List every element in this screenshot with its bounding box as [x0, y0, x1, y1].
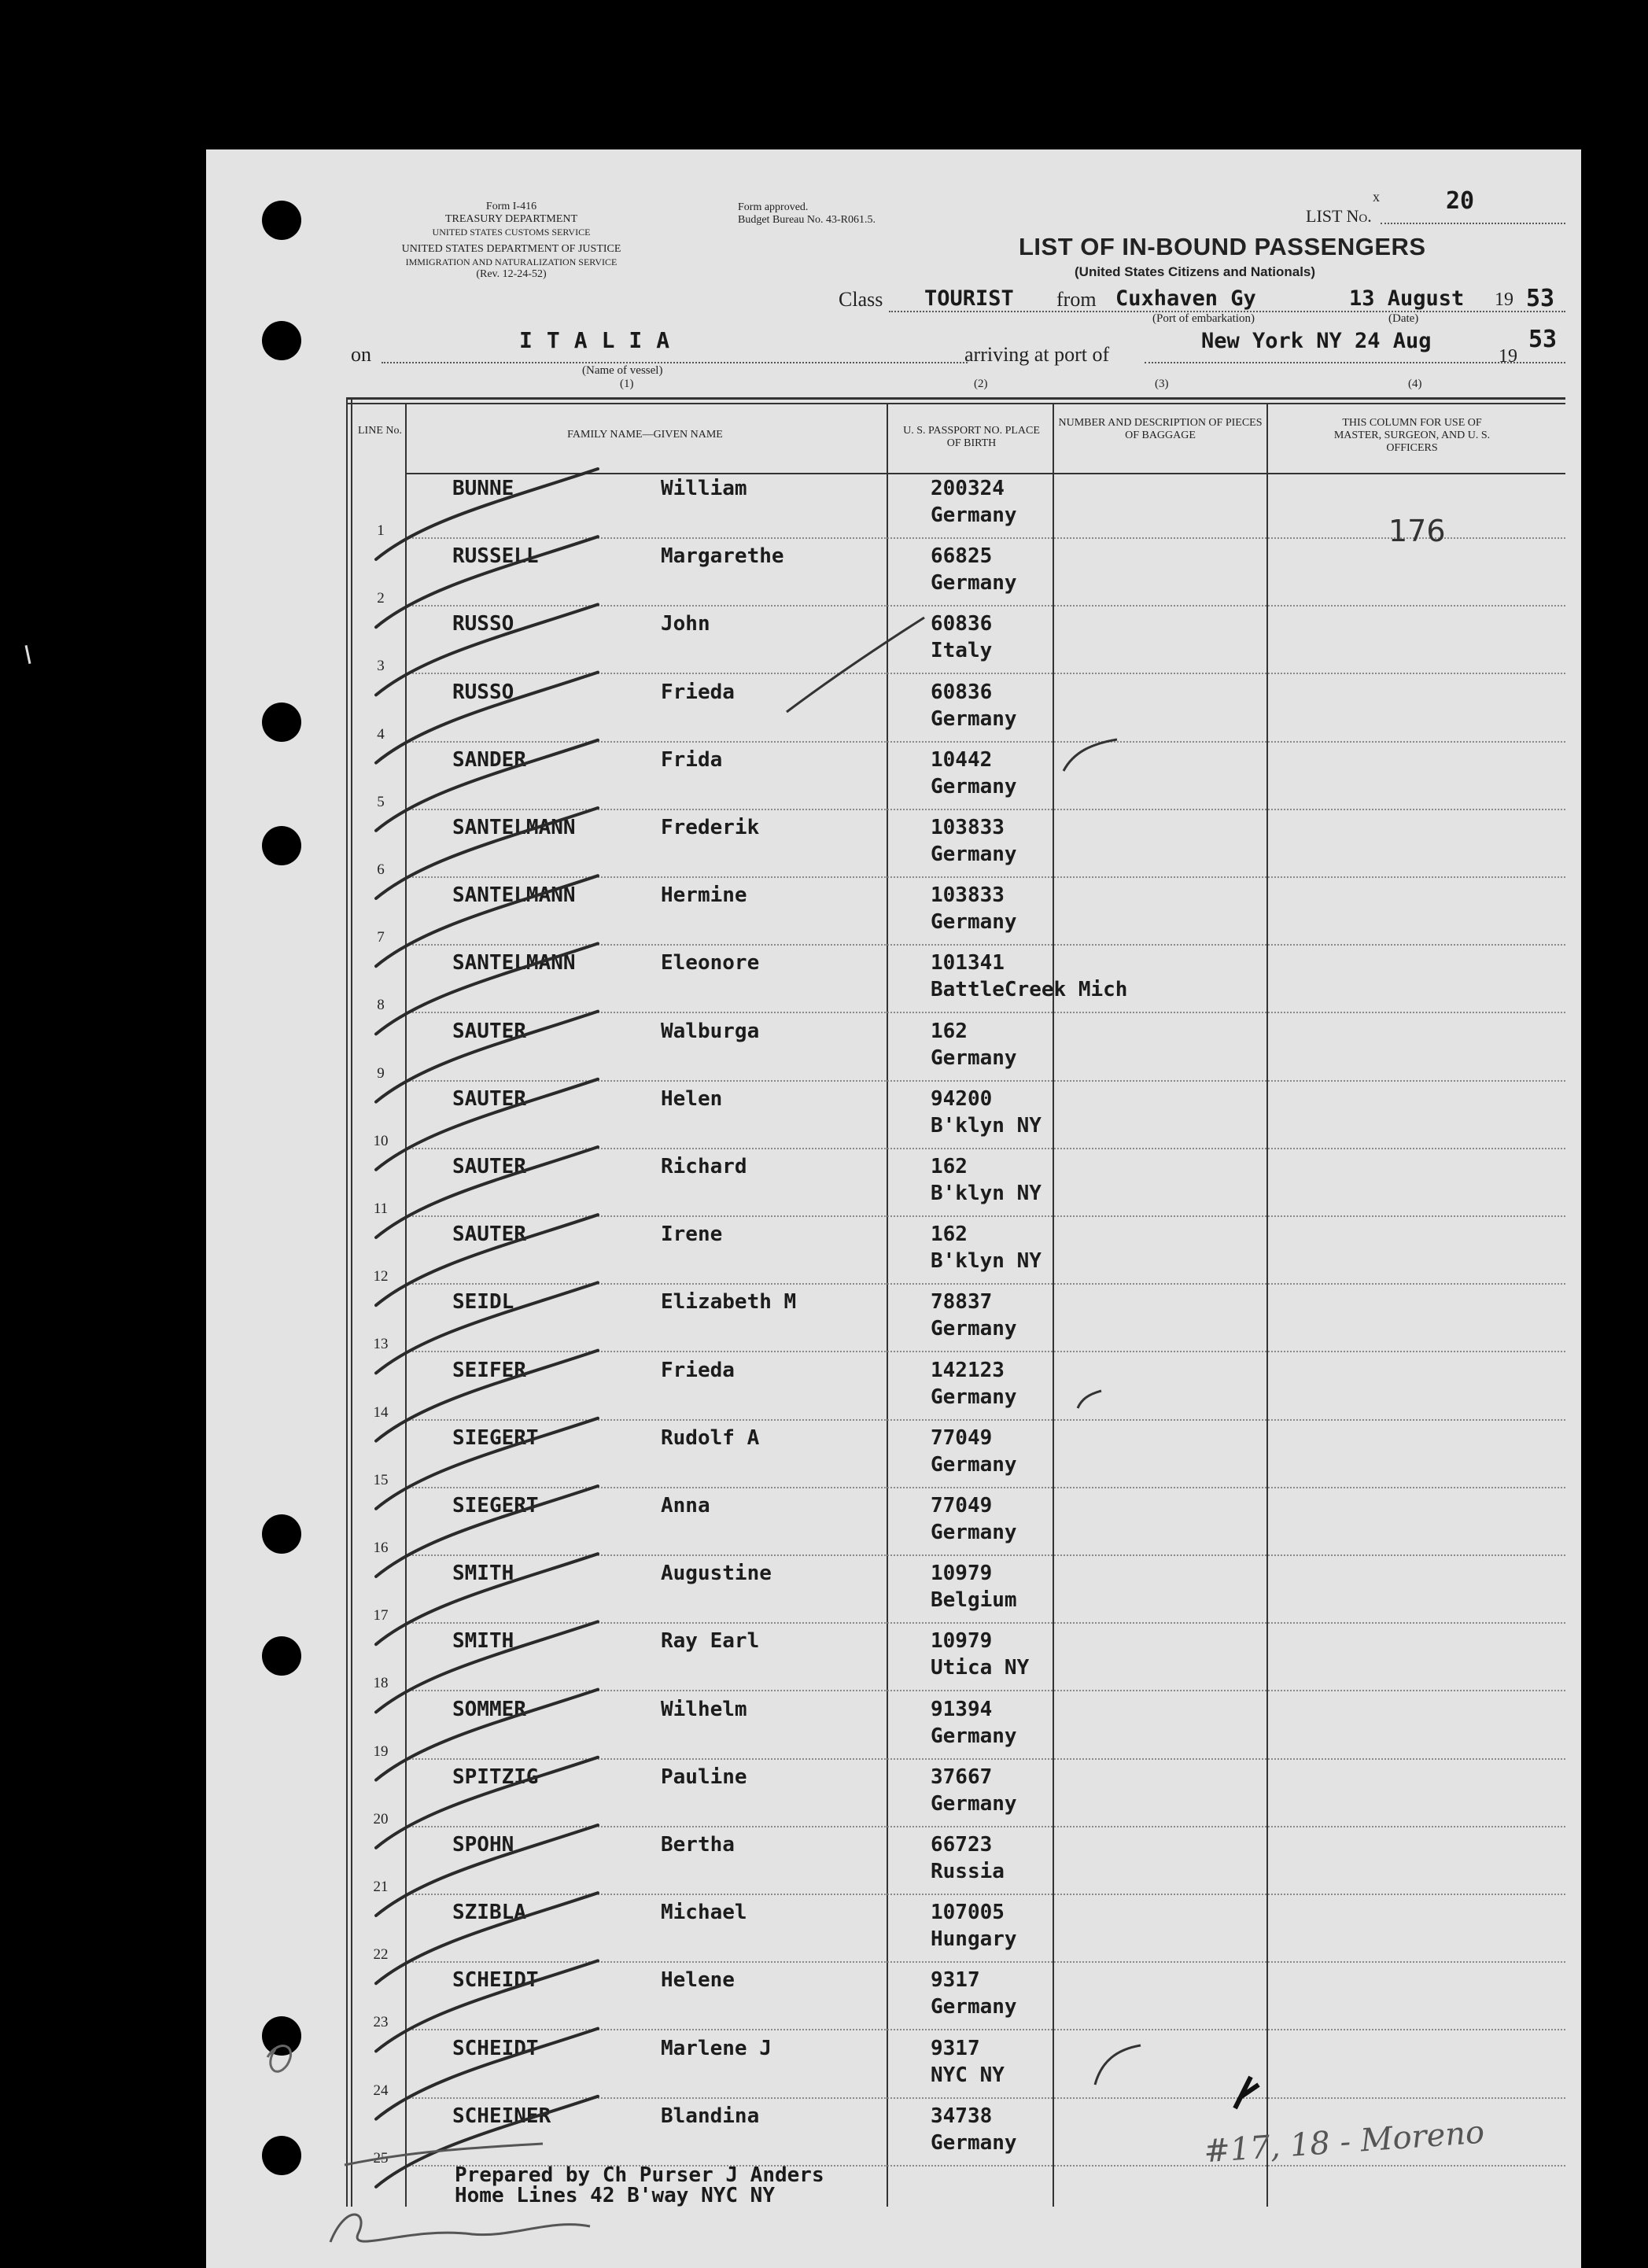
arr-year: 53	[1528, 326, 1558, 353]
row-divider	[407, 2097, 1565, 2099]
date-caption: (Date)	[1388, 312, 1419, 325]
given-name: Richard	[661, 1155, 747, 1178]
embark-caption: (Port of embarkation)	[1152, 312, 1255, 325]
family-name: SMITH	[452, 1629, 514, 1654]
place-of-birth: Germany	[931, 503, 1017, 527]
given-name: Irene	[661, 1223, 723, 1247]
customs-service: UNITED STATES CUSTOMS SERVICE	[432, 227, 591, 238]
place-of-birth: Germany	[931, 1385, 1017, 1409]
given-name: Frederik	[661, 816, 760, 839]
place-of-birth: Germany	[931, 843, 1017, 866]
family-name: RUSSELL	[452, 544, 539, 569]
passport-number: 162	[931, 1155, 968, 1178]
family-name: SOMMER	[452, 1697, 526, 1721]
row-divider	[407, 1351, 1565, 1352]
given-name: Frieda	[661, 1358, 735, 1382]
passport-number: 37667	[931, 1765, 993, 1789]
home-lines: Home Lines 42 B'way NYC NY	[455, 2184, 775, 2207]
given-name: John	[661, 612, 710, 636]
passport-number: 103833	[931, 816, 1005, 839]
family-name: SAUTER	[452, 1223, 526, 1247]
line-number: 12	[373, 1268, 389, 1285]
family-name: SAUTER	[452, 1086, 526, 1111]
punch-hole	[262, 201, 301, 240]
form-subtitle: (United States Citizens and Nationals)	[1075, 264, 1316, 279]
row-divider	[407, 1961, 1565, 1963]
family-name: SIEGERT	[452, 1494, 539, 1518]
given-name: Michael	[661, 1901, 747, 1925]
line-number: 16	[373, 1540, 389, 1556]
ins-service: IMMIGRATION AND NATURALIZATION SERVICE	[405, 256, 618, 267]
dep-year: 53	[1526, 285, 1555, 312]
family-name: SAUTER	[452, 1019, 526, 1043]
passport-number: 60836	[931, 612, 993, 636]
form-number: Form I-416	[485, 201, 537, 212]
family-name: SCHEIDT	[452, 1968, 539, 1993]
place-of-birth: Germany	[931, 1995, 1017, 2019]
row-divider	[407, 1622, 1565, 1624]
class-value: TOURIST	[924, 286, 1014, 311]
passport-number: 77049	[931, 1425, 993, 1450]
line-number: 21	[373, 1879, 389, 1895]
given-name: Frieda	[661, 680, 735, 704]
place-of-birth: B'klyn NY	[931, 1182, 1042, 1205]
passport-number: 66825	[931, 544, 993, 569]
family-name: SAUTER	[452, 1155, 526, 1178]
family-name: SANTELMANN	[452, 951, 576, 975]
given-name: Elizabeth M	[661, 1290, 797, 1315]
given-name: Blandina	[661, 2104, 760, 2128]
place-of-birth: Utica NY	[931, 1656, 1030, 1680]
list-no-label: LIST No.	[1306, 206, 1372, 226]
passport-number: 162	[931, 1223, 968, 1247]
place-of-birth: Germany	[931, 1317, 1017, 1341]
place-of-birth: Germany	[931, 571, 1017, 596]
passport-number: 200324	[931, 477, 1005, 500]
family-name: SANTELMANN	[452, 816, 576, 839]
col-officers-header: THIS COLUMN FOR USE OF MASTER, SURGEON, AND U. S. OFFICERS	[1333, 417, 1491, 454]
budget-bureau: Budget Bureau No. 43-R061.5.	[738, 214, 876, 226]
col4-caption: (4)	[1408, 378, 1422, 390]
punch-hole	[262, 1636, 301, 1676]
given-name: Wilhelm	[661, 1697, 747, 1721]
row-divider	[407, 1215, 1565, 1217]
line-number: 20	[373, 1810, 389, 1827]
row-divider	[407, 2029, 1565, 2030]
place-of-birth: Italy	[931, 639, 993, 663]
scan-mark	[25, 645, 31, 664]
line-number: 10	[373, 1132, 389, 1149]
row-divider	[407, 1283, 1565, 1285]
place-of-birth: Germany	[931, 2130, 1017, 2155]
row-divider	[407, 809, 1565, 810]
row-divider	[407, 1826, 1565, 1827]
side-note: #17, 18 - Moreno	[1202, 2114, 1486, 2170]
row-divider	[407, 1894, 1565, 1895]
line-number: 23	[373, 2014, 389, 2031]
class-label: Class	[839, 288, 883, 311]
passport-number: 94200	[931, 1086, 993, 1111]
list-no-line	[1381, 223, 1565, 224]
passport-number: 9317	[931, 2036, 980, 2060]
table-left-rule-2	[351, 397, 352, 2207]
row-divider	[407, 876, 1565, 878]
given-name: Marlene J	[661, 2036, 772, 2060]
line-number: 6	[377, 861, 385, 878]
departure-date: 13 August	[1349, 286, 1465, 311]
family-name: SIEGERT	[452, 1425, 539, 1450]
row-divider	[407, 605, 1565, 607]
place-of-birth: Germany	[931, 1045, 1017, 1070]
passport-number: 9317	[931, 1968, 980, 1993]
col-line-header: LINE No.	[358, 425, 402, 437]
place-of-birth: Germany	[931, 706, 1017, 731]
family-name: BUNNE	[452, 477, 514, 500]
col-name-header: FAMILY NAME—GIVEN NAME	[567, 429, 723, 441]
passport-number: 91394	[931, 1697, 993, 1721]
punch-hole	[262, 826, 301, 865]
justice-dept: UNITED STATES DEPARTMENT OF JUSTICE	[401, 243, 621, 255]
row-divider	[407, 1419, 1565, 1421]
given-name: Rudolf A	[661, 1425, 760, 1450]
given-name: Augustine	[661, 1562, 772, 1586]
place-of-birth: Germany	[931, 1791, 1017, 1816]
place-of-birth: Germany	[931, 1521, 1017, 1544]
arrival-line	[1145, 362, 1565, 363]
row-divider	[407, 1080, 1565, 1082]
punch-hole	[262, 321, 301, 360]
family-name: SANTELMANN	[452, 883, 576, 908]
table-left-rule	[346, 397, 348, 2207]
line-number: 5	[377, 793, 385, 810]
row-divider	[407, 1758, 1565, 1760]
family-name: SANDER	[452, 747, 526, 772]
place-of-birth: Germany	[931, 910, 1017, 935]
col1-caption: (1)	[620, 378, 634, 390]
punch-hole	[262, 2016, 301, 2056]
family-name: SPOHN	[452, 1833, 514, 1857]
passport-number: 77049	[931, 1494, 993, 1518]
family-name: SEIFER	[452, 1358, 526, 1382]
passport-number: 10442	[931, 747, 993, 772]
arrival-date: 24 Aug	[1355, 329, 1432, 353]
line-number: 19	[373, 1742, 389, 1760]
form-approved: Form approved.	[738, 201, 809, 213]
row-divider	[407, 1690, 1565, 1691]
given-name: Eleonore	[661, 951, 760, 975]
passport-number: 142123	[931, 1358, 1005, 1382]
punch-hole	[262, 2136, 301, 2175]
row-divider	[407, 1012, 1565, 1013]
row-divider	[407, 1148, 1565, 1149]
line-number: 2	[377, 590, 385, 607]
line-number: 25	[373, 2149, 389, 2167]
treasury-dept: TREASURY DEPARTMENT	[444, 213, 578, 225]
prepared-by: Prepared by Ch Purser J Anders	[455, 2163, 824, 2187]
place-of-birth: B'klyn NY	[931, 1249, 1042, 1274]
family-name: SPITZIG	[452, 1765, 539, 1789]
place-of-birth: BattleCreek Mich	[931, 978, 1128, 1002]
family-name: SEIDL	[452, 1290, 514, 1315]
punch-hole	[262, 1514, 301, 1554]
place-of-birth: Hungary	[931, 1927, 1017, 1952]
arriving-label: arriving at port of	[964, 343, 1110, 366]
row-divider	[407, 944, 1565, 946]
family-name: SMITH	[452, 1562, 514, 1586]
dep-year-prefix: 19	[1495, 289, 1513, 310]
family-name: SCHEINER	[452, 2104, 551, 2128]
vessel-caption: (Name of vessel)	[582, 364, 663, 377]
revision-date: (Rev. 12-24-52)	[476, 268, 547, 280]
given-name: Ray Earl	[661, 1629, 760, 1654]
line-number: 22	[373, 1946, 389, 1964]
place-of-birth: Russia	[931, 1860, 1005, 1883]
col-passport-header: U. S. PASSPORT NO. PLACE OF BIRTH	[903, 425, 1040, 449]
vessel-line	[382, 362, 968, 363]
col2-caption: (2)	[974, 378, 988, 390]
row-divider	[407, 1487, 1565, 1488]
line-number: 3	[377, 658, 385, 675]
line-number: 24	[373, 2082, 389, 2099]
passport-number: 10979	[931, 1629, 993, 1654]
officer-number: 176	[1388, 514, 1446, 548]
vessel-name: ITALIA	[519, 327, 684, 353]
passport-number: 60836	[931, 680, 993, 704]
line-number: 1	[377, 522, 385, 539]
col3-caption: (3)	[1155, 378, 1169, 390]
header-bottom-rule	[405, 473, 1565, 474]
embarkation-port: Cuxhaven Gy	[1115, 286, 1256, 311]
given-name: Margarethe	[661, 544, 784, 569]
row-divider	[407, 673, 1565, 674]
col-baggage-header: NUMBER AND DESCRIPTION OF PIECES OF BAGGAGE	[1058, 417, 1263, 441]
form-agency-block	[338, 201, 684, 281]
family-name: SZIBLA	[452, 1901, 526, 1925]
family-name: RUSSO	[452, 680, 514, 704]
line-number: 15	[373, 1471, 389, 1488]
place-of-birth: Belgium	[931, 1588, 1017, 1613]
line-number: 9	[377, 1064, 385, 1082]
place-of-birth: Germany	[931, 1452, 1017, 1477]
given-name: Walburga	[661, 1019, 760, 1043]
from-label: from	[1056, 288, 1097, 311]
line-number: 13	[373, 1336, 389, 1353]
given-name: Anna	[661, 1494, 710, 1518]
row-divider	[407, 741, 1565, 743]
line-number: 4	[377, 725, 385, 743]
family-name: SCHEIDT	[452, 2036, 539, 2060]
arrival-port: New York NY	[1201, 329, 1342, 353]
place-of-birth: NYC NY	[931, 2063, 1005, 2087]
passport-number: 34738	[931, 2104, 993, 2128]
place-of-birth: Germany	[931, 1724, 1017, 1748]
given-name: Hermine	[661, 883, 747, 908]
form-title: LIST OF IN-BOUND PASSENGERS	[1019, 233, 1426, 260]
family-name: RUSSO	[452, 612, 514, 636]
punch-hole	[262, 703, 301, 742]
given-name: Helene	[661, 1968, 735, 1993]
list-number: 20	[1446, 187, 1475, 215]
place-of-birth: Germany	[931, 774, 1017, 798]
line-number: 17	[373, 1607, 389, 1624]
place-of-birth: B'klyn NY	[931, 1113, 1042, 1138]
passport-number: 10979	[931, 1562, 993, 1586]
passport-number: 107005	[931, 1901, 1005, 1925]
given-name: William	[661, 477, 747, 500]
line-number: 8	[377, 997, 385, 1014]
passport-number: 66723	[931, 1833, 993, 1857]
on-label: on	[351, 343, 371, 366]
line-number: 14	[373, 1403, 389, 1421]
line-number: 7	[377, 929, 385, 946]
arr-year-prefix: 19	[1499, 346, 1517, 367]
passport-number: 78837	[931, 1290, 993, 1315]
line-number: 11	[373, 1200, 389, 1217]
given-name: Frida	[661, 747, 723, 772]
passport-number: 162	[931, 1019, 968, 1043]
given-name: Helen	[661, 1086, 723, 1111]
list-x-mark: x	[1373, 189, 1380, 205]
row-divider	[407, 1554, 1565, 1556]
line-number: 18	[373, 1675, 389, 1692]
given-name: Bertha	[661, 1833, 735, 1857]
passport-number: 103833	[931, 883, 1005, 908]
given-name: Pauline	[661, 1765, 747, 1789]
table-top-rule-2	[346, 403, 1565, 404]
passport-number: 101341	[931, 951, 1005, 975]
table-top-rule	[346, 397, 1565, 400]
